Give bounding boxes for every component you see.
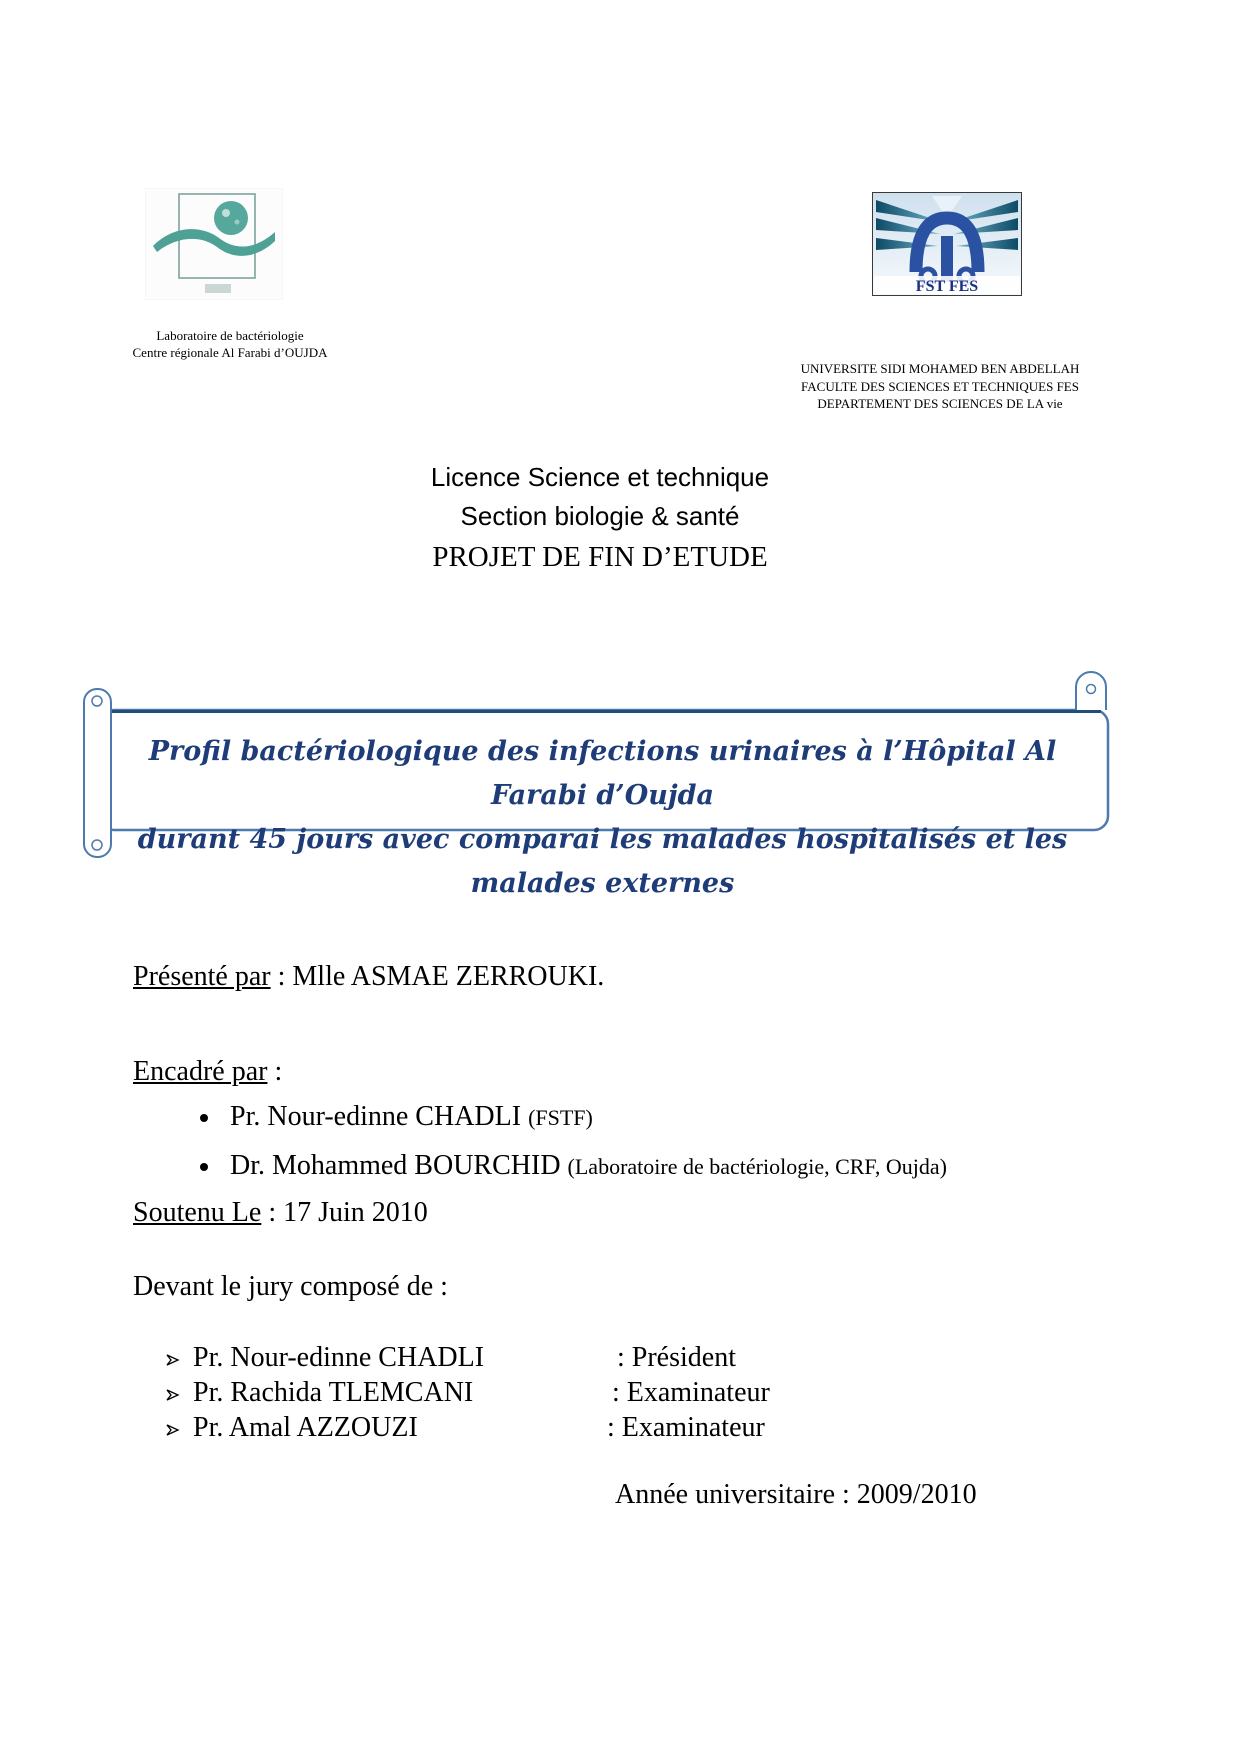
laboratory-logo-icon xyxy=(145,188,283,300)
jury-member-name: Pr. Nour-edinne CHADLI xyxy=(193,1342,485,1373)
jury-intro: Devant le jury composé de : xyxy=(133,1271,448,1302)
defense-date-label: Soutenu Le xyxy=(133,1197,262,1228)
jury-member-role: : Président xyxy=(617,1342,736,1373)
laboratory-caption xyxy=(110,328,350,362)
arrow-bullet-icon xyxy=(165,1422,181,1438)
program-line-section: Section biologie & santé xyxy=(460,501,740,531)
program-line-projet: PROJET DE FIN D’ETUDE xyxy=(432,541,768,573)
arrow-bullet-icon xyxy=(165,1352,181,1368)
supervised-by-line xyxy=(133,1055,282,1089)
university-caption-line2: FACULTE DES SCIENCES ET TECHNIQUES FES xyxy=(801,378,1079,394)
laboratory-caption-line2: Centre régionale Al Farabi d’OUJDA xyxy=(132,344,328,360)
presented-by-value: : Mlle ASMAE ZERROUKI. xyxy=(270,961,605,992)
supervisor-item xyxy=(200,1100,1100,1135)
program-heading xyxy=(275,458,925,578)
fst-fes-logo-label: FST FES xyxy=(915,278,979,295)
fst-fes-logo-icon xyxy=(872,192,1022,296)
jury-member-name: Pr. Rachida TLEMCANI xyxy=(193,1377,474,1408)
supervisor-name: Dr. Mohammed BOURCHID xyxy=(230,1150,568,1181)
supervised-by-colon: : xyxy=(267,1056,283,1087)
university-caption-line3: DEPARTEMENT DES SCIENCES DE LA vie xyxy=(817,396,1063,412)
thesis-title-line1: Profil bactériologique des infections urinaires à l’Hôpital Al Farabi d’Oujda xyxy=(148,736,1057,811)
arrow-bullet-icon xyxy=(165,1387,181,1403)
jury-member-row xyxy=(165,1377,1115,1412)
jury-list xyxy=(165,1342,1115,1447)
jury-member-row xyxy=(165,1412,1115,1447)
thesis-title xyxy=(120,730,1085,906)
presented-by-line xyxy=(133,960,604,994)
jury-member-name: Pr. Amal AZZOUZI xyxy=(193,1412,418,1443)
jury-member-row xyxy=(165,1342,1115,1377)
laboratory-caption-line1: Laboratoire de bactériologie xyxy=(156,328,304,343)
jury-member-role: : Examinateur xyxy=(612,1377,770,1408)
supervisor-name: Pr. Nour-edinne CHADLI xyxy=(230,1101,529,1132)
academic-year: Année universitaire : 2009/2010 xyxy=(615,1479,977,1510)
bullet-dot-icon xyxy=(200,1163,208,1171)
jury-member-role: : Examinateur xyxy=(607,1412,765,1443)
supervised-by-label: Encadré par xyxy=(133,1056,268,1087)
presented-by-label: Présenté par xyxy=(133,961,271,992)
program-line-licence: Licence Science et technique xyxy=(430,462,770,492)
supervisor-affiliation: (Laboratoire de bactériologie, CRF, Oujda) xyxy=(567,1154,947,1179)
defense-date-line xyxy=(133,1196,428,1230)
supervisor-item xyxy=(200,1149,1100,1184)
university-caption-line1: UNIVERSITE SIDI MOHAMED BEN ABDELLAH xyxy=(800,361,1080,376)
supervisor-affiliation: (FSTF) xyxy=(528,1105,593,1130)
supervisor-list xyxy=(200,1100,1100,1198)
defense-date-value: : 17 Juin 2010 xyxy=(261,1197,428,1228)
university-caption xyxy=(700,360,1180,413)
bullet-dot-icon xyxy=(200,1114,208,1122)
thesis-title-line2: durant 45 jours avec comparai les malades hospitalisés et les malades externes xyxy=(137,824,1068,899)
